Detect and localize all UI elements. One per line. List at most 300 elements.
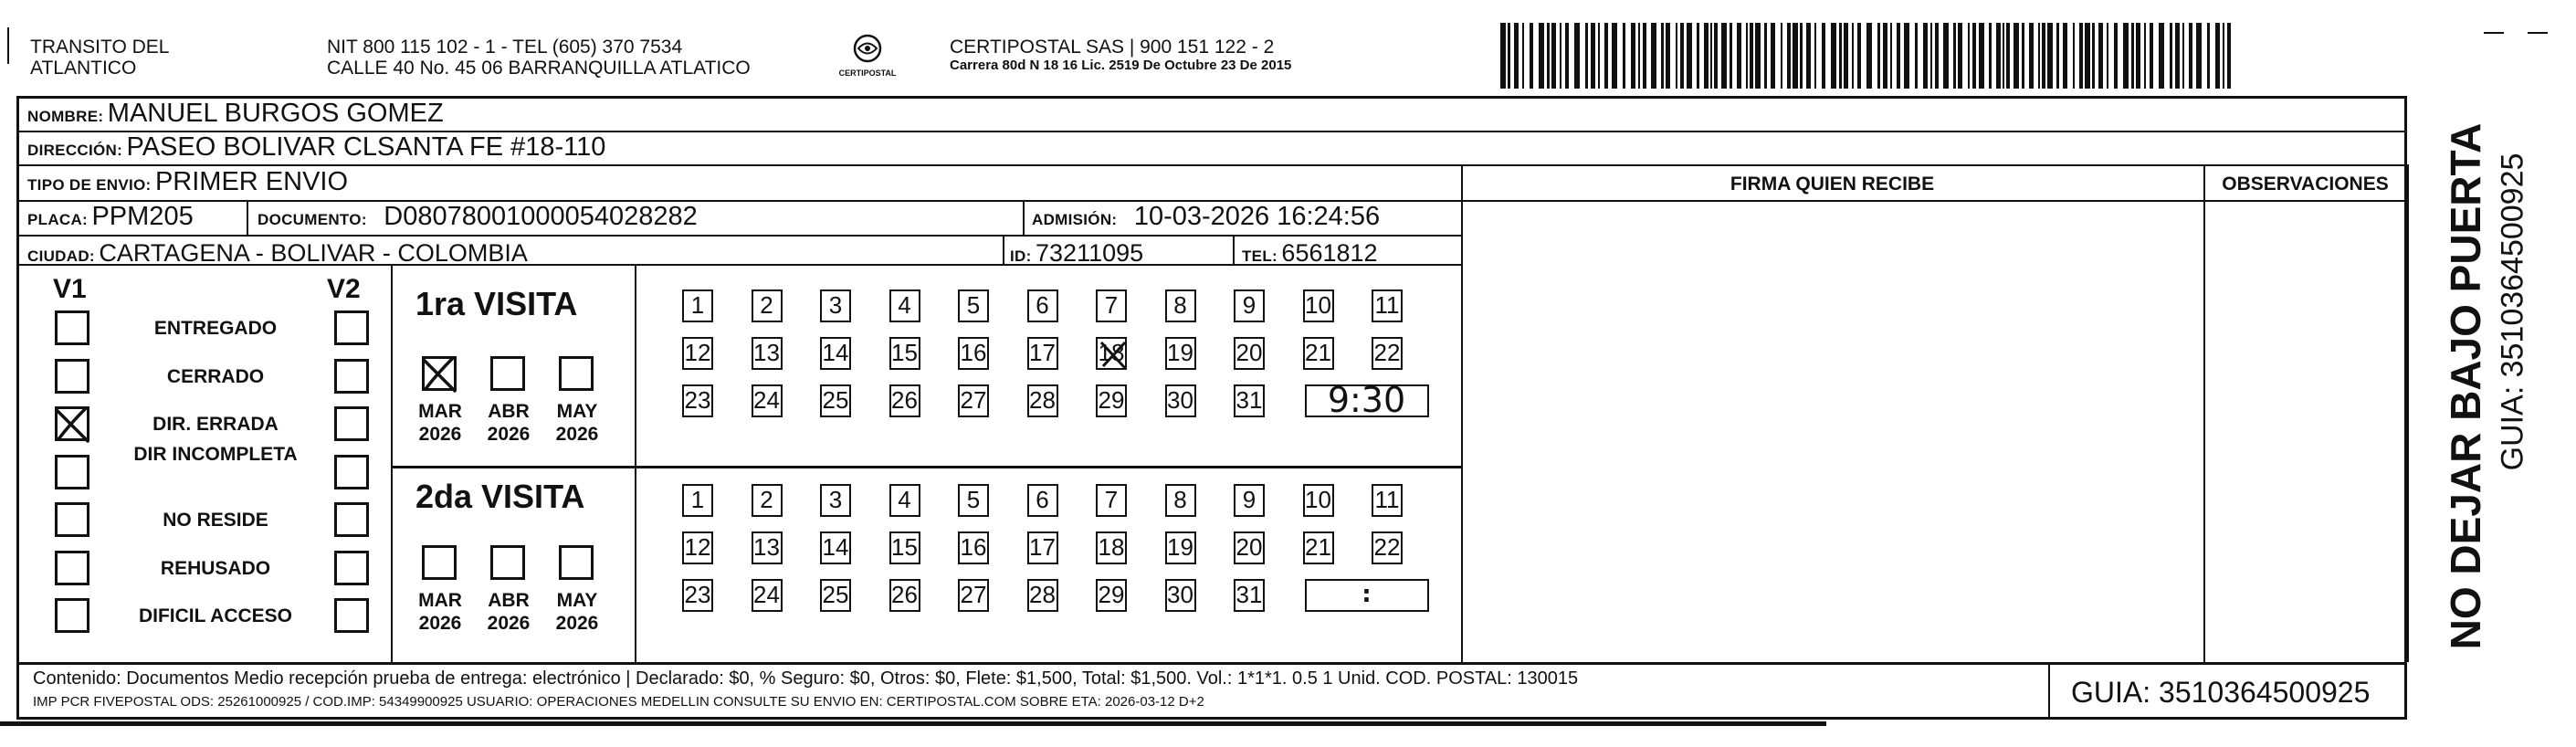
day-number: 29 — [1098, 386, 1125, 414]
nombre-label: NOMBRE: — [27, 108, 104, 125]
admision-value: 10-03-2026 16:24:56 — [1133, 202, 1381, 231]
documento-value: D08078001000054028282 — [384, 202, 698, 231]
day-box[interactable] — [752, 484, 783, 517]
barcode-bar — [1522, 23, 1524, 89]
day-box[interactable] — [958, 289, 989, 322]
id-value: 73211095 — [1036, 239, 1144, 267]
barcode-bar — [2215, 23, 2220, 89]
barcode-bar — [1996, 23, 2001, 89]
day-number: 3 — [828, 291, 843, 319]
handwritten-cross-icon — [420, 354, 460, 395]
day-box[interactable] — [1303, 337, 1334, 370]
barcode-bar — [1968, 23, 1970, 89]
day-number: 17 — [1029, 533, 1056, 561]
barcode-bar — [1814, 23, 1816, 89]
time-box[interactable] — [1305, 579, 1429, 612]
time-value: : — [1362, 581, 1372, 608]
day-box[interactable] — [958, 531, 989, 564]
visit-divider — [391, 466, 1462, 468]
barcode-bar — [1591, 23, 1595, 89]
firma-header: FIRMA QUIEN RECIBE — [1730, 174, 1935, 195]
certipostal-logo — [831, 33, 904, 79]
barcode — [1500, 23, 2231, 89]
barcode-bar — [2085, 23, 2090, 89]
row-line-2 — [16, 164, 2407, 166]
tipo-value: PRIMER ENVIO — [154, 167, 349, 196]
barcode-bar — [2189, 23, 2192, 89]
barcode-bar — [2063, 23, 2067, 89]
day-number: 5 — [966, 291, 981, 319]
issuer-block — [30, 37, 169, 79]
day-box[interactable] — [752, 579, 783, 612]
day-box[interactable] — [1165, 531, 1196, 564]
barcode-bar — [2042, 23, 2045, 89]
day-box[interactable] — [889, 384, 920, 417]
day-box[interactable] — [889, 579, 920, 612]
day-number: 22 — [1373, 339, 1401, 366]
day-box[interactable] — [820, 484, 851, 517]
month-name: MAY — [556, 590, 598, 611]
day-box[interactable] — [1027, 531, 1058, 564]
day-number: 23 — [684, 581, 711, 608]
day-box[interactable] — [1303, 484, 1334, 517]
ciudad-value: CARTAGENA - BOLIVAR - COLOMBIA — [99, 239, 528, 267]
v1-checkbox[interactable] — [55, 455, 89, 489]
row-line-5 — [16, 264, 1462, 266]
barcode-bar — [1574, 23, 1580, 89]
barcode-bar — [2107, 23, 2108, 89]
barcode-bar — [1704, 23, 1709, 89]
id-divider — [1003, 235, 1004, 264]
day-number: 27 — [960, 581, 987, 608]
month-year: 2026 — [487, 424, 531, 445]
tipo-field — [27, 167, 348, 197]
month-checkbox[interactable] — [559, 356, 594, 391]
courier-line1: CERTIPOSTAL SAS | 900 151 122 - 2 — [950, 37, 1275, 58]
day-box[interactable] — [1372, 484, 1403, 517]
day-number: 20 — [1235, 339, 1263, 366]
barcode-bar — [1989, 23, 1992, 89]
day-number: 9 — [1242, 291, 1256, 319]
barcode-bar — [1612, 23, 1617, 89]
barcode-bar — [2150, 23, 2153, 89]
day-number: 24 — [753, 386, 780, 414]
day-box[interactable] — [958, 384, 989, 417]
day-number: 11 — [1374, 291, 1400, 319]
barcode-bar — [2207, 23, 2210, 89]
day-number: 14 — [822, 339, 849, 366]
barcode-bar — [1687, 23, 1692, 89]
visit2-title: 2da VISITA — [415, 478, 585, 515]
ciudad-label: CIUDAD: — [27, 247, 95, 265]
day-number: 25 — [822, 581, 849, 608]
day-box[interactable] — [1165, 484, 1196, 517]
logo-mark-icon — [847, 33, 888, 64]
day-box[interactable] — [1234, 579, 1265, 612]
barcode-bar — [1915, 23, 1918, 89]
v2-checkbox[interactable] — [334, 406, 369, 441]
barcode-bar — [1514, 23, 1519, 89]
time-box[interactable] — [1305, 380, 1429, 420]
day-number: 12 — [684, 339, 711, 366]
barcode-bar — [1923, 23, 1928, 89]
observaciones-header: OBSERVACIONES — [2222, 174, 2389, 195]
day-box[interactable] — [1165, 579, 1196, 612]
day-box[interactable] — [820, 289, 851, 322]
day-number: 20 — [1235, 533, 1263, 561]
barcode-bar — [2098, 23, 2103, 89]
day-box[interactable] — [682, 337, 713, 370]
day-box[interactable] — [1027, 579, 1058, 612]
day-box[interactable] — [1027, 337, 1058, 370]
day-number: 19 — [1167, 533, 1193, 561]
v2-checkbox[interactable] — [334, 502, 369, 537]
day-number: 21 — [1305, 533, 1331, 561]
day-box[interactable] — [1096, 337, 1127, 370]
issuer-line2: ATLANTICO — [30, 58, 137, 79]
v2-checkbox[interactable] — [334, 359, 369, 394]
month-checkbox[interactable] — [422, 545, 457, 580]
barcode-bar — [2114, 23, 2118, 89]
id-label: ID: — [1010, 247, 1032, 265]
status-option-label: REHUSADO — [160, 557, 271, 579]
day-box[interactable] — [1234, 337, 1265, 370]
day-box[interactable] — [682, 484, 713, 517]
barcode-bar — [1793, 23, 1798, 89]
day-number: 23 — [684, 386, 711, 414]
v1-checkbox[interactable] — [55, 502, 89, 537]
day-box[interactable] — [1234, 531, 1265, 564]
barcode-bar — [1806, 23, 1811, 89]
day-box[interactable] — [1165, 337, 1196, 370]
day-number: 25 — [822, 386, 849, 414]
barcode-bar — [1771, 23, 1775, 89]
day-number: 6 — [1036, 486, 1049, 513]
day-number: 4 — [898, 291, 911, 319]
month-year: 2026 — [418, 424, 462, 445]
barcode-bar — [2047, 23, 2053, 89]
barcode-bar — [2170, 23, 2172, 89]
month-name: MAY — [556, 401, 598, 422]
barcode-bar — [2175, 23, 2180, 89]
barcode-bar — [1953, 23, 1956, 89]
firma-header-line — [1461, 200, 2407, 202]
barcode-bar — [1500, 23, 1506, 89]
v1-header: V1 — [53, 274, 87, 304]
day-box[interactable] — [1096, 384, 1127, 417]
barcode-bar — [2003, 23, 2004, 89]
day-box[interactable] — [1027, 484, 1058, 517]
day-number: 6 — [1036, 291, 1049, 319]
day-number: 26 — [891, 581, 918, 608]
day-number: 29 — [1098, 581, 1125, 608]
barcode-bar — [1547, 23, 1550, 89]
barcode-bar — [2182, 23, 2184, 89]
v2-checkbox[interactable] — [334, 551, 369, 585]
barcode-bar — [2056, 23, 2059, 89]
day-box[interactable] — [889, 337, 920, 370]
direccion-field — [27, 132, 605, 163]
day-number: 16 — [960, 339, 987, 366]
day-number: 26 — [891, 386, 918, 414]
status-option-label: DIR INCOMPLETA — [133, 443, 298, 465]
nombre-field — [27, 99, 444, 129]
v2-checkbox[interactable] — [334, 310, 369, 345]
day-number: 15 — [891, 533, 918, 561]
tel-label: TEL: — [1242, 247, 1277, 265]
month-checkbox[interactable] — [559, 545, 594, 580]
month-year: 2026 — [555, 424, 599, 445]
barcode-bar — [1661, 23, 1664, 89]
day-number: 21 — [1305, 339, 1331, 366]
day-number: 7 — [1104, 486, 1119, 513]
barcode-bar — [1604, 23, 1608, 89]
placa-field — [27, 202, 194, 232]
side-guia-text: GUIA: 3510364500925 — [2495, 153, 2530, 471]
barcode-bar — [2223, 23, 2224, 89]
status-option-label: DIFICIL ACCESO — [138, 605, 292, 626]
barcode-bar — [1852, 23, 1854, 89]
barcode-bar — [1598, 23, 1600, 89]
month-label — [481, 400, 536, 446]
day-box[interactable] — [1096, 531, 1127, 564]
direccion-value: PASEO BOLIVAR CLSANTA FE #18-110 — [126, 132, 606, 162]
barcode-bar — [2006, 23, 2010, 89]
day-box[interactable] — [1165, 289, 1196, 322]
barcode-bar — [2227, 23, 2231, 89]
v1-checkbox[interactable] — [55, 310, 89, 345]
barcode-bar — [1897, 23, 1900, 89]
month-year: 2026 — [487, 613, 531, 634]
day-number: 4 — [898, 486, 911, 513]
day-box[interactable] — [1234, 289, 1265, 322]
day-box[interactable] — [682, 384, 713, 417]
barcode-bar — [1676, 23, 1677, 89]
status-option-label: DIR. ERRADA — [152, 414, 279, 435]
barcode-bar — [1866, 23, 1872, 89]
day-number: 19 — [1167, 339, 1193, 366]
day-box[interactable] — [1165, 384, 1196, 417]
day-box[interactable] — [1234, 484, 1265, 517]
day-box[interactable] — [1303, 289, 1334, 322]
day-number: 8 — [1173, 291, 1187, 319]
firma-col-divider — [1461, 164, 1463, 662]
month-checkbox[interactable] — [490, 356, 525, 391]
placa-value: PPM205 — [91, 202, 194, 231]
day-box[interactable] — [752, 384, 783, 417]
day-box[interactable] — [889, 531, 920, 564]
tipo-label: TIPO DE ENVIO: — [27, 176, 152, 194]
barcode-bar — [1585, 23, 1588, 89]
day-box[interactable] — [889, 289, 920, 322]
barcode-bar — [1560, 23, 1561, 89]
day-box[interactable] — [1303, 531, 1334, 564]
day-box[interactable] — [958, 484, 989, 517]
barcode-bar — [1539, 23, 1544, 89]
barcode-bar — [1787, 23, 1791, 89]
day-box[interactable] — [1027, 384, 1058, 417]
direccion-label: DIRECCIÓN: — [27, 142, 123, 159]
barcode-bar — [1800, 23, 1803, 89]
barcode-bar — [1651, 23, 1656, 89]
month-checkbox[interactable] — [490, 545, 525, 580]
obs-col-divider — [2203, 164, 2205, 662]
right-col-divider — [2407, 164, 2409, 662]
v1-checkbox[interactable] — [55, 359, 89, 394]
day-box[interactable] — [820, 531, 851, 564]
barcode-bar — [1764, 23, 1767, 89]
day-number: 2 — [760, 486, 773, 513]
day-number: 9 — [1242, 486, 1256, 513]
barcode-bar — [1666, 23, 1670, 89]
barcode-bar — [1943, 23, 1949, 89]
courier-line2: Carrera 80d N 18 16 Lic. 2519 De Octubre 23 De 2015 — [950, 58, 1292, 73]
day-number: 28 — [1029, 581, 1056, 608]
day-box[interactable] — [1372, 337, 1403, 370]
day-box[interactable] — [682, 579, 713, 612]
day-box[interactable] — [1096, 579, 1127, 612]
day-number: 18 — [1098, 339, 1125, 366]
day-number: 24 — [753, 581, 780, 608]
month-label — [413, 589, 468, 635]
day-box[interactable] — [820, 337, 851, 370]
day-number: 1 — [690, 486, 705, 513]
day-number: 15 — [891, 339, 918, 366]
v2-checkbox[interactable] — [334, 455, 369, 489]
day-box[interactable] — [1096, 289, 1127, 322]
barcode-bar — [1839, 23, 1842, 89]
day-box[interactable] — [1027, 289, 1058, 322]
barcode-bar — [2159, 23, 2164, 89]
day-number: 1 — [690, 291, 705, 319]
barcode-bar — [1781, 23, 1782, 89]
v1-checkbox[interactable] — [55, 406, 89, 441]
tel-value: 6561812 — [1281, 239, 1378, 267]
day-box[interactable] — [1096, 484, 1127, 517]
footer-line1: Contenido: Documentos Medio recepción prueba de entrega: electrónico | Declarado: $0, % Seguro: $0, Otros: $0, Flete: $1,500, Total: $1,500. Vol.: 1*1*1. 0.5 1 Unid. COD. POSTAL: 130015 — [33, 668, 1579, 689]
barcode-bar — [1755, 23, 1761, 89]
barcode-bar — [2013, 23, 2019, 89]
month-label — [550, 589, 605, 635]
day-box[interactable] — [752, 289, 783, 322]
day-number: 28 — [1029, 386, 1056, 414]
address-line: CALLE 40 No. 45 06 BARRANQUILLA ATLATICO — [327, 58, 751, 79]
barcode-bar — [1643, 23, 1646, 89]
v1-checkbox[interactable] — [55, 598, 89, 633]
nit-line: NIT 800 115 102 - 1 - TEL (605) 370 7534 — [327, 37, 683, 58]
barcode-bar — [1883, 23, 1887, 89]
day-box[interactable] — [820, 579, 851, 612]
month-name: ABR — [488, 401, 530, 422]
month-year: 2026 — [555, 613, 599, 634]
v2-checkbox[interactable] — [334, 598, 369, 633]
placa-label: PLACA: — [27, 211, 89, 228]
crossed-day-icon — [1098, 339, 1129, 372]
barcode-bar — [2196, 23, 2202, 89]
day-box[interactable] — [1372, 531, 1403, 564]
top-right-dash-1 — [2484, 32, 2504, 34]
tel-divider — [1233, 235, 1235, 264]
day-box[interactable] — [958, 337, 989, 370]
v2-header: V2 — [327, 274, 361, 304]
day-number: 3 — [828, 486, 843, 513]
status-divider — [391, 264, 393, 662]
left-edge-mark — [7, 27, 9, 64]
month-day-divider — [635, 264, 636, 662]
barcode-bar — [1890, 23, 1892, 89]
day-box[interactable] — [752, 531, 783, 564]
side-warning-text: NO DEJAR BAJO PUERTA — [2442, 122, 2489, 650]
barcode-bar — [1530, 23, 1533, 89]
day-number: 11 — [1374, 486, 1400, 513]
barcode-bar — [1979, 23, 1984, 89]
barcode-bar — [1746, 23, 1748, 89]
day-number: 17 — [1029, 339, 1056, 366]
day-box[interactable] — [1234, 384, 1265, 417]
top-right-dash-2 — [2528, 32, 2548, 34]
day-box[interactable] — [1372, 289, 1403, 322]
barcode-bar — [1714, 23, 1718, 89]
day-box[interactable] — [752, 337, 783, 370]
logo-text: CERTIPOSTAL — [838, 68, 897, 78]
barcode-bar — [1904, 23, 1909, 89]
month-label — [481, 589, 536, 635]
month-name: ABR — [488, 590, 530, 611]
footer-line2: IMP PCR FIVEPOSTAL ODS: 25261000925 / COD.IMP: 54349900925 USUARIO: OPERACIONES MEDELLIN CONSULTE SU ENVIO EN: CERTIPOSTAL.COM SOBRE ETA: 2026-03-12 D+2 — [33, 694, 1204, 710]
barcode-bar — [1877, 23, 1880, 89]
day-number: 30 — [1167, 581, 1193, 608]
courier-block — [950, 37, 1291, 74]
handwritten-cross-icon — [53, 405, 93, 445]
documento-label: DOCUMENTO: — [258, 211, 367, 228]
barcode-bar — [1857, 23, 1861, 89]
day-number: 13 — [753, 339, 780, 366]
day-number: 7 — [1104, 291, 1119, 319]
day-number: 5 — [966, 486, 981, 513]
barcode-bar — [1737, 23, 1741, 89]
admision-field — [1032, 202, 1380, 232]
day-number: 27 — [960, 386, 987, 414]
barcode-bar — [2144, 23, 2146, 89]
barcode-bar — [1721, 23, 1727, 89]
barcode-bar — [1935, 23, 1939, 89]
month-label — [413, 400, 468, 446]
barcode-bar — [2131, 23, 2134, 89]
row-line-4 — [16, 235, 1462, 237]
day-box[interactable] — [820, 384, 851, 417]
status-option-label: NO RESIDE — [163, 510, 268, 531]
barcode-bar — [2022, 23, 2024, 89]
month-checkbox[interactable] — [422, 356, 457, 391]
barcode-bar — [1750, 23, 1753, 89]
admision-label: ADMISIÓN: — [1032, 211, 1118, 228]
day-box[interactable] — [889, 484, 920, 517]
month-name: MAR — [418, 590, 462, 611]
admision-divider — [1023, 200, 1025, 235]
day-box[interactable] — [682, 289, 713, 322]
barcode-bar — [1565, 23, 1569, 89]
barcode-bar — [2079, 23, 2083, 89]
v1-checkbox[interactable] — [55, 551, 89, 585]
placa-divider — [247, 200, 248, 235]
barcode-bar — [1623, 23, 1625, 89]
barcode-bar — [1680, 23, 1684, 89]
day-box[interactable] — [682, 531, 713, 564]
day-box[interactable] — [958, 579, 989, 612]
time-value: 9:30 — [1327, 380, 1406, 420]
month-year: 2026 — [418, 613, 462, 634]
day-number: 13 — [753, 533, 780, 561]
